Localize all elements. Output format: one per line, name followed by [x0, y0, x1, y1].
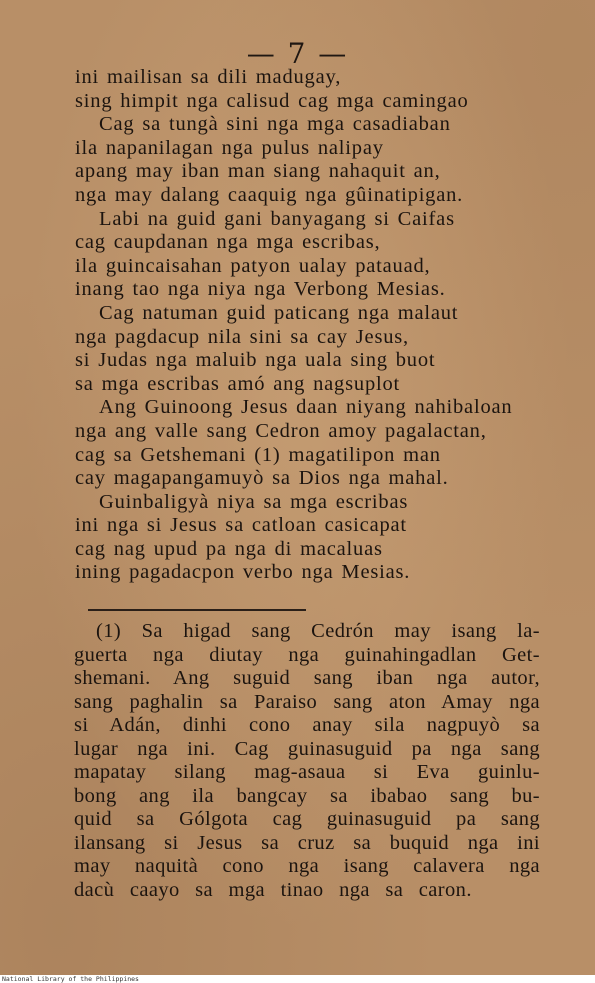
verse-line: ila guincaisahan patyon ualay patauad,: [75, 254, 431, 277]
footer-strip: [0, 975, 595, 983]
footnote-line: shemani. Ang suguid sang iban nga autor,: [74, 667, 540, 689]
footnote-divider: [88, 609, 306, 611]
footnote-line: may naquità cono nga isang calavera nga: [74, 855, 540, 877]
verse-line: sa mga escribas amó ang nagsuplot: [75, 372, 401, 395]
verse-line: Labi na guid gani banyagang si Caifas: [99, 207, 455, 230]
verse-line: cay magapangamuyò sa Dios nga mahal.: [75, 467, 449, 490]
verse-line: inang tao nga niya nga Verbong Mesias.: [75, 278, 446, 301]
footnote-line: (1) Sa higad sang Cedrón may isang la-: [96, 620, 540, 642]
verse-line: ining pagadacpon verbo nga Mesias.: [75, 561, 411, 584]
footnote-line: guerta nga diutay nga guinahingadlan Get-: [74, 643, 540, 666]
poem-verse: [75, 66, 555, 585]
verse-line: nga ang valle sang Cedron amoy pagalactan,: [75, 419, 487, 442]
footnote-line: bong ang ila bangcay sa ibabao sang bu-: [74, 784, 540, 807]
verse-line: nga may dalang caaquig nga gûinatipigan.: [75, 183, 464, 206]
verse-line: nga pagdacup nila sini sa cay Jesus,: [75, 325, 409, 348]
verse-line: Cag sa tungà sini nga mga casadiaban: [99, 113, 451, 136]
footnote-line: mapatay silang mag-asaua si Eva guinlu-: [74, 761, 540, 783]
footnote-line: sang paghalin sa Paraiso sang aton Amay nga: [74, 690, 540, 713]
verse-line: si Judas nga maluib nga uala sing buot: [75, 349, 436, 372]
verse-line: cag sa Getshemani (1) magatilipon man: [75, 443, 441, 466]
footnote-line: si Adán, dinhi cono anay sila nagpuyò sa: [74, 714, 540, 736]
footnote: [74, 620, 540, 902]
page-number: — 7 —: [246, 37, 349, 70]
verse-line: sing himpit nga calisud cag mga camingao: [75, 89, 469, 112]
verse-line: Ang Guinoong Jesus daan niyang nahibaloan: [99, 396, 513, 419]
verse-line: Cag natuman guid paticang nga malaut: [99, 301, 459, 324]
footnote-line: quid sa Gólgota cag guinasuguid pa sang: [74, 808, 540, 830]
library-credit: National Library of the Philippines: [2, 975, 139, 983]
verse-line: cag caupdanan nga mga escribas,: [75, 231, 381, 254]
verse-line: ini nga si Jesus sa catloan casicapat: [75, 514, 407, 537]
footnote-line: lugar nga ini. Cag guinasuguid pa nga sang: [74, 737, 540, 760]
verse-line: ila napanilagan nga pulus nalipay: [75, 136, 384, 159]
footnote-line: dacù caayo sa mga tinao nga sa caron.: [74, 878, 472, 901]
verse-line: cag nag upud pa nga di macaluas: [75, 537, 383, 560]
verse-line: apang may iban man siang nahaquit an,: [75, 160, 441, 183]
footnote-line: ilansang si Jesus sa cruz sa buquid nga ini: [74, 831, 540, 854]
verse-line: ini mailisan sa dili madugay,: [75, 66, 342, 88]
verse-line: Guinbaligyà niya sa mga escribas: [99, 490, 409, 513]
